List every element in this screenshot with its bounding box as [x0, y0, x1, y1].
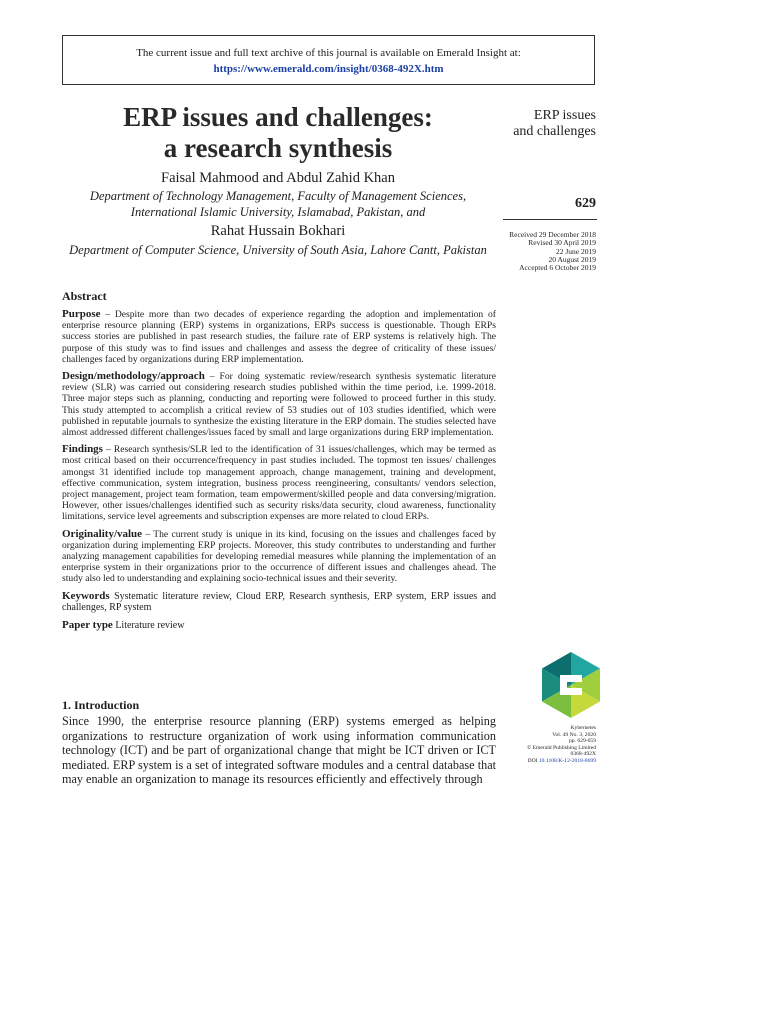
affiliation-1-line-1: Department of Technology Management, Faculty of Management Sciences,: [89, 189, 467, 203]
purpose-label: Purpose: [62, 308, 101, 320]
citation-doi-line: [498, 758, 596, 765]
title-line-1: ERP issues and challenges:: [123, 102, 433, 132]
paper-type-text: Literature review: [112, 619, 185, 631]
paper-title: [60, 102, 496, 164]
citation-block: [498, 725, 596, 765]
history-accepted: Accepted 6 October 2019: [519, 263, 596, 273]
affiliation-1-line-2: International Islamic University, Islamabad, Pakistan, and: [130, 205, 426, 219]
journal-access-banner: [62, 35, 595, 85]
title-line-2: a research synthesis: [163, 133, 393, 163]
abstract-design: [62, 371, 496, 438]
findings-label: Findings: [62, 443, 103, 456]
findings-text: – Research synthesis/SLR led to the identification of 31 issues/challenges, which may be termed as most critical based on their occurrence/frequency in past studies included. The topmost ten issues/ challenges amongst 31 identified include top management approach, change management, training and development, effective communication, system integration, business process reengineering, consultants/ vendors selection, project management, project team formation, team empowerment/skilled people and data conversing/migration. However, other issues/challenges identified such as security risks/data security, cloud awareness, functionality limitations, service level agreements and subscription expenses are more related to cloud ERPs.: [62, 444, 496, 523]
citation-journal: Kybernetes: [570, 725, 596, 731]
running-head: [500, 108, 596, 140]
abstract-findings: [62, 444, 496, 522]
abstract-purpose: [62, 309, 496, 365]
citation-pages: pp. 629-659: [568, 738, 596, 745]
running-head-line-1: ERP issues: [533, 108, 596, 123]
history-received: Received 29 December 2018: [509, 230, 596, 239]
doi-label: DOI: [527, 757, 539, 764]
history-revised-3: 20 August 2019: [548, 254, 596, 264]
paper-type-label: Paper type: [62, 618, 113, 631]
citation-volume: Vol. 49 No. 3, 2020: [552, 731, 596, 738]
emerald-hexagon-icon: [542, 652, 600, 718]
introduction-text: Since 1990, the enterprise resource planning (ERP) systems emerged as helping organizations to restructure organization of work using information communication technology (ICT) and be part of organizational change that might be ICT driven or ICT mediated. ERP system is a set of integrated software modules and a central database that may enable an organization to manage its resources efficiently and effectively through: [62, 714, 496, 787]
originality-label: Originality/value: [62, 527, 143, 540]
keywords-label: Keywords: [62, 589, 110, 602]
abstract-section: [62, 289, 496, 631]
purpose-text: – Despite more than two decades of experience regarding the adoption and implementation of enterprise resource planning (ERP) systems in organizations, ERPs success is questionable. Though ERPs success stories are published in past research studies, the failure rate of ERP systems is relatively high. The purpose of this study was to find issues and challenges and assess the degree of criticality of these issues/ challenges faced by organizations during ERP implementation.: [62, 309, 496, 365]
affiliation-2: Department of Computer Science, University of South Asia, Lahore Cantt, Pakistan: [69, 243, 487, 257]
introduction-heading: 1. Introduction: [62, 698, 140, 712]
keywords-text: Systematic literature review, Cloud ERP, Research synthesis, ERP system, ERP issues and challenges, RP system: [62, 590, 496, 614]
design-label: Design/methodology/approach: [62, 370, 205, 383]
design-text: – For doing systematic review/research synthesis systematic literature review (SLR) was carried out considering research studies published within the time period, i.e. 1999-2018. Three major steps such as planning, conducting and reporting were followed to proceed further in this study. This study attempted to accomplish a critical review of 53 studies out of 103 studies identified, which were published in reputable journals to synthesize the existing literature in the ERP domain. The studies selected have almost addressed different challenges/issues faced by small and large organizations during ERP implementation.: [62, 371, 496, 439]
submission-history: [480, 231, 596, 272]
affiliation-1: [60, 188, 496, 220]
history-revised: Revised 30 April 2019: [528, 238, 596, 248]
introduction-section: [62, 698, 496, 787]
keywords: [62, 591, 496, 614]
margin-divider: [503, 219, 597, 220]
authors-line-1: Faisal Mahmood and Abdul Zahid Khan: [161, 170, 395, 186]
journal-url-link[interactable]: https://www.emerald.com/insight/0368-492X.htm: [213, 63, 444, 75]
authors-line-2: Rahat Hussain Bokhari: [210, 223, 346, 239]
abstract-originality: [62, 529, 496, 585]
banner-text: The current issue and full text archive of this journal is available on Emerald Insight at:: [136, 47, 521, 59]
page-number: 629: [575, 196, 596, 211]
paper-type: [62, 620, 496, 632]
history-revised-2: 22 June 2019: [556, 246, 596, 256]
abstract-heading: Abstract: [62, 289, 107, 303]
doi-link[interactable]: 10.1108/K-12-2018-0699: [538, 757, 596, 764]
citation-issn: 0368-492X: [570, 751, 596, 758]
citation-publisher: © Emerald Publishing Limited: [526, 744, 596, 751]
running-head-line-2: and challenges: [513, 124, 596, 139]
originality-text: – The current study is unique in its kind, focusing on the issues and challenges faced by organization during implementing ERP projects. Moreover, this study contributes to understanding and further analyzing management capabilities for developing remedial measures while planning the implementation of an enterprise system in their organizations prior to the occurrence of different issues and challenges ahead. The study also led to understanding and explaining socio-technical issues and their severity.: [62, 528, 496, 585]
